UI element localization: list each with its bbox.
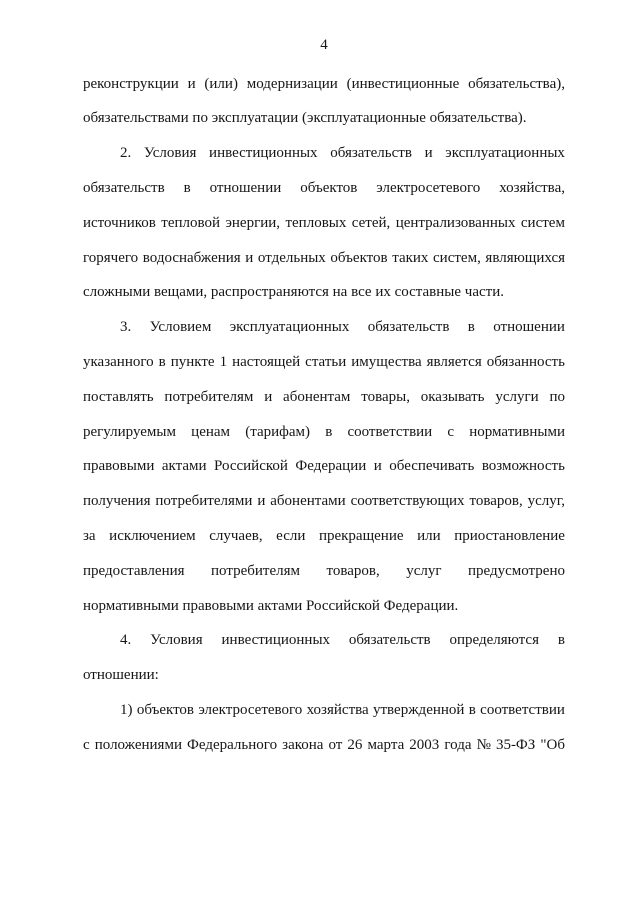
word: инвестиционных — [221, 632, 331, 649]
word: пункте — [170, 353, 215, 370]
word: объектов — [136, 701, 195, 718]
word: случаев, — [209, 527, 263, 544]
word: тепловых — [285, 214, 347, 231]
word: соответствии — [480, 701, 565, 718]
word: Условия — [150, 632, 203, 649]
word: и — [187, 75, 196, 92]
word: товаров, — [326, 562, 380, 579]
text-line — [83, 206, 565, 241]
text-line — [83, 728, 565, 763]
word: отношении — [493, 319, 565, 336]
text-line — [83, 380, 565, 415]
word: настоящей — [232, 353, 301, 370]
word: тепловой — [161, 214, 221, 231]
word: актами — [161, 458, 207, 475]
word: и — [373, 458, 382, 475]
word: возможность — [481, 458, 565, 475]
word: товары, — [361, 388, 410, 405]
word: имущества — [351, 353, 422, 370]
word: ценам — [191, 423, 231, 440]
paragraph-item-4 — [83, 623, 565, 693]
word: Российской — [214, 458, 288, 475]
text-line — [83, 554, 565, 589]
word: соответствующих — [350, 493, 465, 510]
word: являющихся — [485, 249, 565, 266]
word: обязательств — [330, 145, 412, 162]
word: по — [549, 388, 565, 405]
word: хозяйства, — [499, 179, 565, 196]
word: Федерации — [295, 458, 367, 475]
word: объектов — [330, 249, 388, 266]
text-line — [83, 241, 565, 276]
word: и — [424, 145, 433, 162]
paragraph-item-2 — [83, 136, 565, 310]
word: систем, — [433, 249, 481, 266]
text-line: сложными вещами, распространяются на все их составные части. — [83, 284, 504, 301]
word: реконструкции — [83, 75, 179, 92]
word: Условия — [143, 145, 197, 162]
word: 35-ФЗ — [495, 736, 536, 753]
word: определяются — [449, 632, 539, 649]
word: услуг, — [527, 493, 565, 510]
text-line — [83, 693, 565, 728]
word: в — [557, 632, 565, 649]
word: услуги — [495, 388, 539, 405]
word: в — [467, 319, 475, 336]
word: услуг — [406, 562, 442, 579]
text-line — [83, 345, 565, 380]
text-line — [83, 310, 565, 345]
word: Условием — [149, 319, 212, 336]
word: инвестиционных — [209, 145, 318, 162]
text-line: обязательствами по эксплуатации (эксплуатационные обязательства). — [83, 110, 527, 127]
word: от — [328, 736, 343, 753]
word: потребителями — [155, 493, 253, 510]
word: закона — [282, 736, 324, 753]
word: товаров, — [469, 493, 523, 510]
word: отношении — [209, 179, 282, 196]
word: источников — [83, 214, 156, 231]
word: положениями — [94, 736, 182, 753]
word: нормативными — [469, 423, 565, 440]
word: и — [264, 388, 273, 405]
word: обязательств — [83, 179, 165, 196]
word: и — [245, 249, 254, 266]
word: горячего — [83, 249, 139, 266]
word: обеспечивать — [389, 458, 475, 475]
word: утвержденной — [372, 701, 465, 718]
word: сетей, — [351, 214, 391, 231]
word: исключением — [109, 527, 196, 544]
text-line — [83, 171, 565, 206]
word: в — [468, 701, 476, 718]
word: марта — [367, 736, 405, 753]
word: приостановление — [454, 527, 565, 544]
word: и — [257, 493, 266, 510]
word: централизованных — [395, 214, 516, 231]
word: в — [325, 423, 333, 440]
word: является — [426, 353, 482, 370]
word: эксплуатационных — [445, 145, 565, 162]
word: с — [447, 423, 455, 440]
paragraph-continuation — [83, 67, 565, 137]
word: с — [83, 736, 90, 753]
word: прекращение — [318, 527, 404, 544]
word: систем — [520, 214, 565, 231]
word: электросетевого — [376, 179, 481, 196]
text-line — [83, 623, 565, 658]
text-line — [83, 484, 565, 519]
word: поставлять — [83, 388, 154, 405]
word: соответствии — [347, 423, 433, 440]
page-number: 4 — [320, 37, 328, 53]
word: потребителям — [164, 388, 254, 405]
word: в — [183, 179, 191, 196]
word: обязательств — [367, 319, 450, 336]
word: (инвестиционные — [346, 75, 460, 92]
word: 26 — [347, 736, 363, 753]
word: модернизации — [246, 75, 338, 92]
word: предусмотрено — [467, 562, 565, 579]
word: обязательства), — [468, 75, 565, 92]
word: года — [444, 736, 472, 753]
text-line — [83, 449, 565, 484]
word: (или) — [204, 75, 238, 92]
word: (тарифам) — [245, 423, 311, 440]
word: за — [83, 527, 96, 544]
word: правовыми — [83, 458, 155, 475]
word: водоснабжения — [142, 249, 241, 266]
word: предоставления — [83, 562, 185, 579]
word: в — [158, 353, 166, 370]
word: обязанность — [486, 353, 565, 370]
word: абонентам — [283, 388, 351, 405]
word: хозяйства — [306, 701, 369, 718]
word: 2003 — [409, 736, 440, 753]
paragraph-subitem-1 — [83, 693, 565, 763]
text-line — [83, 136, 565, 171]
word: статьи — [305, 353, 347, 370]
paragraph-item-3 — [83, 310, 565, 623]
word: 2. — [120, 145, 132, 162]
word: получения — [83, 493, 151, 510]
word: обязательств — [348, 632, 431, 649]
word: 3. — [120, 319, 132, 336]
word: эксплуатационных — [229, 319, 350, 336]
word: объектов — [300, 179, 358, 196]
word: регулируемым — [83, 423, 176, 440]
text-line — [83, 415, 565, 450]
word: 4. — [120, 632, 132, 649]
word: электросетевого — [198, 701, 303, 718]
word: или — [417, 527, 441, 544]
word: отдельных — [257, 249, 326, 266]
word: оказывать — [420, 388, 485, 405]
text-line: отношении: — [83, 667, 159, 684]
word: "Об — [540, 736, 565, 753]
word: № — [476, 736, 491, 753]
text-line — [83, 519, 565, 554]
word: 1) — [120, 701, 133, 718]
text-line: нормативными правовыми актами Российской Федерации. — [83, 597, 459, 614]
word: указанного — [83, 353, 154, 370]
word: энергии, — [225, 214, 281, 231]
word: потребителям — [211, 562, 300, 579]
document-body — [83, 67, 565, 763]
text-line — [83, 67, 565, 102]
word: абонентами — [270, 493, 346, 510]
word: если — [276, 527, 306, 544]
word: Федерального — [187, 736, 278, 753]
word: 1 — [219, 353, 228, 370]
word: таких — [392, 249, 429, 266]
